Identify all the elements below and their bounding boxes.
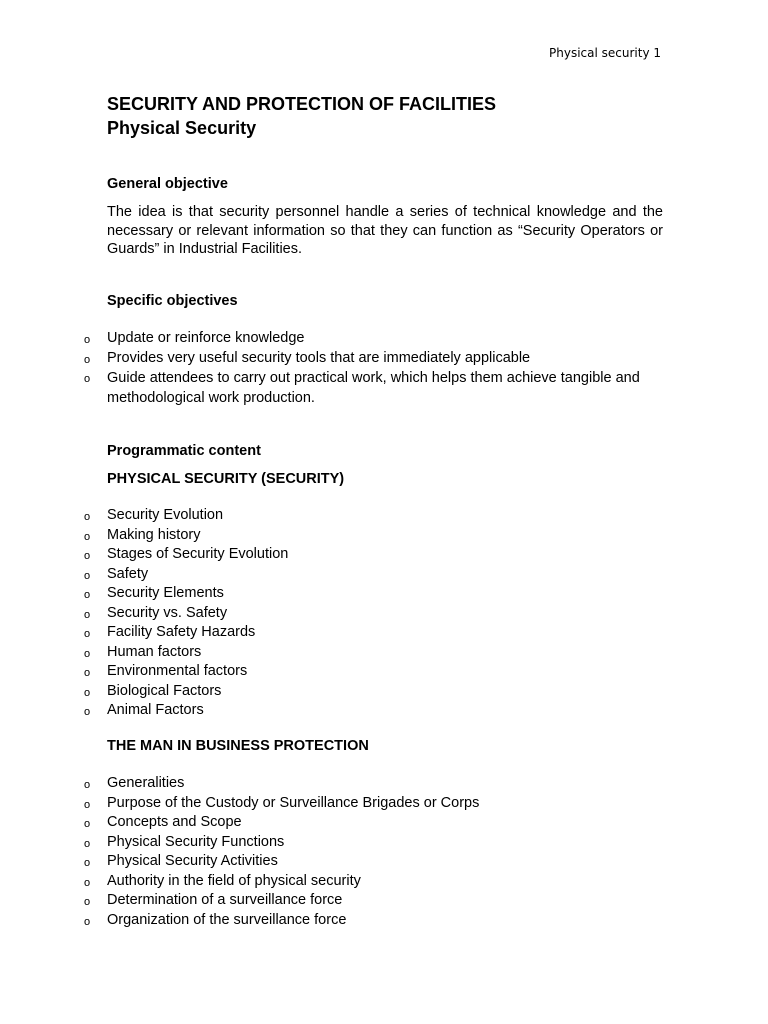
- bullet-icon: o: [84, 779, 91, 791]
- programmatic-content-heading: Programmatic content: [107, 443, 261, 459]
- bullet-icon: o: [84, 798, 91, 811]
- bullet-icon: o: [84, 353, 91, 366]
- list-item: o Concepts and Scope: [0, 813, 663, 833]
- bullet-icon: o: [84, 667, 91, 679]
- list-item: o Facility Safety Hazards: [0, 623, 663, 643]
- specific-objectives-heading: Specific objectives: [107, 293, 238, 309]
- bullet-icon: o: [84, 837, 91, 850]
- general-objective-text: The idea is that security personnel handle a series of technical knowledge and the necessary or relevant information so that they can function as “Security Operators or Guards” in Industrial Facilities.: [107, 204, 663, 257]
- bullet-icon: o: [84, 373, 91, 385]
- list-item: o Animal Factors: [0, 701, 663, 721]
- running-header: Physical security 1: [549, 46, 661, 60]
- bullet-icon: o: [84, 686, 91, 699]
- list-item: o Determination of a surveillance force: [0, 891, 663, 911]
- list-item: o Physical Security Activities: [0, 852, 663, 872]
- bullet-icon: o: [84, 857, 91, 869]
- bullet-icon: o: [84, 818, 91, 830]
- document-title: SECURITY AND PROTECTION OF FACILITIES: [107, 94, 497, 114]
- business-protection-heading: THE MAN IN BUSINESS PROTECTION: [107, 738, 369, 754]
- list-item: o Purpose of the Custody or Surveillance Brigades or Corps: [0, 794, 663, 814]
- bullet-icon: o: [84, 569, 91, 582]
- specific-objectives-list: [0, 329, 663, 408]
- list-item: o Security Elements: [0, 584, 663, 604]
- bullet-icon: o: [84, 511, 91, 523]
- bullet-icon: o: [84, 647, 91, 660]
- bullet-icon: o: [84, 334, 91, 346]
- list-item: o Provides very useful security tools that are immediately applicable: [0, 349, 663, 369]
- list-item: o Generalities: [0, 774, 663, 794]
- list-item: o Update or reinforce knowledge: [0, 329, 663, 349]
- bullet-icon: o: [84, 706, 91, 718]
- list-item: o Making history: [0, 526, 663, 546]
- list-item: o Guide attendees to carry out practical work, which helps them achieve tangible and methodological work production.: [84, 370, 640, 406]
- bullet-icon: o: [84, 628, 91, 640]
- document-subtitle: Physical Security: [107, 118, 257, 138]
- list-item: o Environmental factors: [0, 662, 663, 682]
- bullet-icon: o: [84, 550, 91, 562]
- list-item: o Authority in the field of physical security: [0, 872, 663, 892]
- bullet-icon: o: [84, 876, 91, 889]
- list-item: o Biological Factors: [0, 682, 663, 702]
- list-item: o Organization of the surveillance force: [0, 911, 663, 931]
- general-objective-heading: General objective: [107, 176, 228, 192]
- bullet-icon: o: [84, 608, 91, 621]
- list-item: o Security vs. Safety: [0, 604, 663, 624]
- business-protection-list: [0, 774, 663, 930]
- bullet-icon: o: [84, 589, 91, 601]
- list-item: o Security Evolution: [0, 506, 663, 526]
- list-item: o Stages of Security Evolution: [0, 545, 663, 565]
- bullet-icon: o: [84, 915, 91, 928]
- bullet-icon: o: [84, 896, 91, 908]
- physical-security-list: [0, 506, 663, 721]
- title-block: [107, 92, 496, 140]
- bullet-icon: o: [84, 530, 91, 543]
- list-item: o Physical Security Functions: [0, 833, 663, 853]
- list-item: o Human factors: [0, 643, 663, 663]
- list-item: o Safety: [0, 565, 663, 585]
- physical-security-heading: PHYSICAL SECURITY (SECURITY): [107, 471, 345, 487]
